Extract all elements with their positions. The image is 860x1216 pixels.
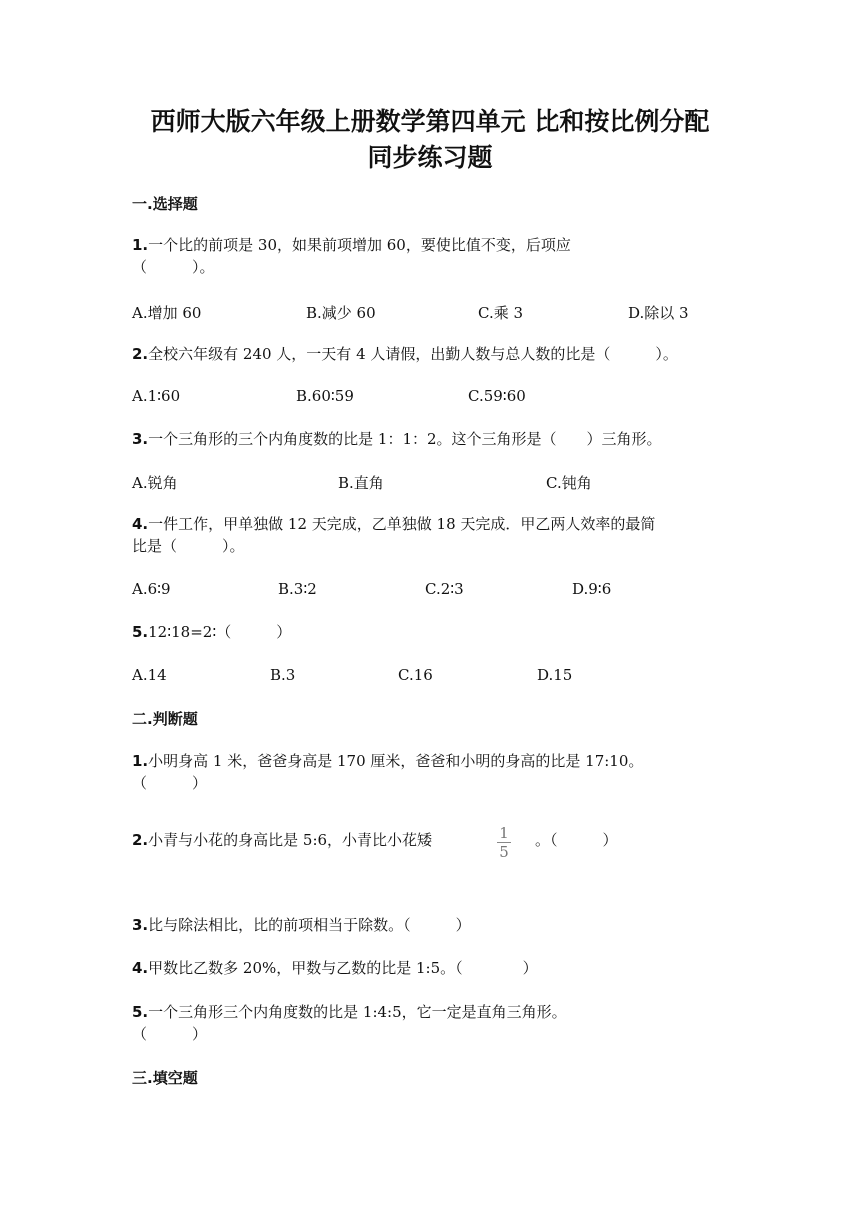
mc-question-1 [132,234,571,256]
question-text: 小明身高 1 米，爸爸身高是 170 厘米，爸爸和小明的身高的比是 17:10。 [148,752,644,770]
mc-3-option-a[interactable]: A.锐角 [132,474,178,492]
mc-2-option-c[interactable]: C.59∶60 [468,387,526,405]
fraction-one-fifth [497,825,511,860]
section-heading-multiple-choice: 一.选择题 [132,195,198,213]
page-title-line2: 同步练习题 [367,143,493,172]
question-number: 4. [132,959,149,977]
mc-5-option-a[interactable]: A.14 [132,666,167,684]
question-number: 5. [132,623,149,641]
mc-4-option-a[interactable]: A.6∶9 [132,580,171,598]
mc-1-option-b[interactable]: B.减少 60 [306,304,376,322]
mc-5-option-c[interactable]: C.16 [398,666,433,684]
mc-5-option-b[interactable]: B.3 [270,666,296,684]
tf-question-5-line2: （ ） [132,1025,208,1043]
mc-1-option-d[interactable]: D.除以 3 [628,304,689,322]
tf-question-4 [132,957,538,979]
question-number: 5. [132,1003,149,1021]
tf-question-1 [132,750,643,772]
question-number: 1. [132,752,149,770]
question-number: 3. [132,916,149,934]
tf-question-1-line2: （ ） [132,774,208,792]
mc-1-option-a[interactable]: A.增加 60 [132,304,202,322]
mc-4-option-b[interactable]: B.3∶2 [278,580,317,598]
fraction-denominator: 5 [499,843,509,861]
mc-5-option-d[interactable]: D.15 [537,666,573,684]
tf-question-3 [132,914,471,936]
mc-question-5 [132,621,291,643]
question-text: 比与除法相比，比的前项相当于除数。（ ） [148,916,471,934]
mc-2-option-a[interactable]: A.1∶60 [132,387,181,405]
question-text: 一件工作，甲单独做 12 天完成，乙单独做 18 天完成．甲乙两人效率的最简 [148,515,656,533]
question-number: 1. [132,236,149,254]
tf-question-2-tail: 。（ ） [535,831,618,849]
section-heading-true-false: 二.判断题 [132,710,198,728]
question-number: 2. [132,345,149,363]
mc-4-option-d[interactable]: D.9∶6 [572,580,612,598]
question-text: 一个三角形三个内角度数的比是 1:4:5，它一定是直角三角形。 [148,1003,567,1021]
question-text: 小青与小花的身高比是 5:6，小青比小花矮 [148,831,433,849]
mc-question-3 [132,428,662,450]
mc-1-option-c[interactable]: C.乘 3 [478,304,524,322]
fraction-numerator: 1 [499,824,509,842]
section-heading-fill-in: 三.填空题 [132,1069,198,1087]
page-title-line1: 西师大版六年级上册数学第四单元 比和按比例分配 [150,107,710,136]
question-text: 12∶18=2∶（ ） [148,623,292,641]
question-number: 2. [132,831,149,849]
question-text: 甲数比乙数多 20%，甲数与乙数的比是 1:5。（ ） [148,959,538,977]
mc-question-1-line2: （ ）。 [132,258,215,276]
question-number: 3. [132,430,149,448]
question-text: 一个比的前项是 30，如果前项增加 60，要使比值不变，后项应 [148,236,571,254]
mc-question-4-line2: 比是（ ）。 [132,537,245,555]
question-text: 全校六年级有 240 人，一天有 4 人请假，出勤人数与总人数的比是（ ）。 [148,345,678,363]
mc-3-option-c[interactable]: C.钝角 [546,474,592,492]
mc-4-option-c[interactable]: C.2∶3 [425,580,464,598]
tf-question-2 [132,829,432,851]
mc-question-2 [132,343,678,365]
tf-question-5 [132,1001,567,1023]
mc-question-4 [132,513,655,535]
question-number: 4. [132,515,149,533]
mc-2-option-b[interactable]: B.60∶59 [296,387,354,405]
question-text: 一个三角形的三个内角度数的比是 1：1：2。这个三角形是（ ）三角形。 [148,430,662,448]
mc-3-option-b[interactable]: B.直角 [338,474,384,492]
